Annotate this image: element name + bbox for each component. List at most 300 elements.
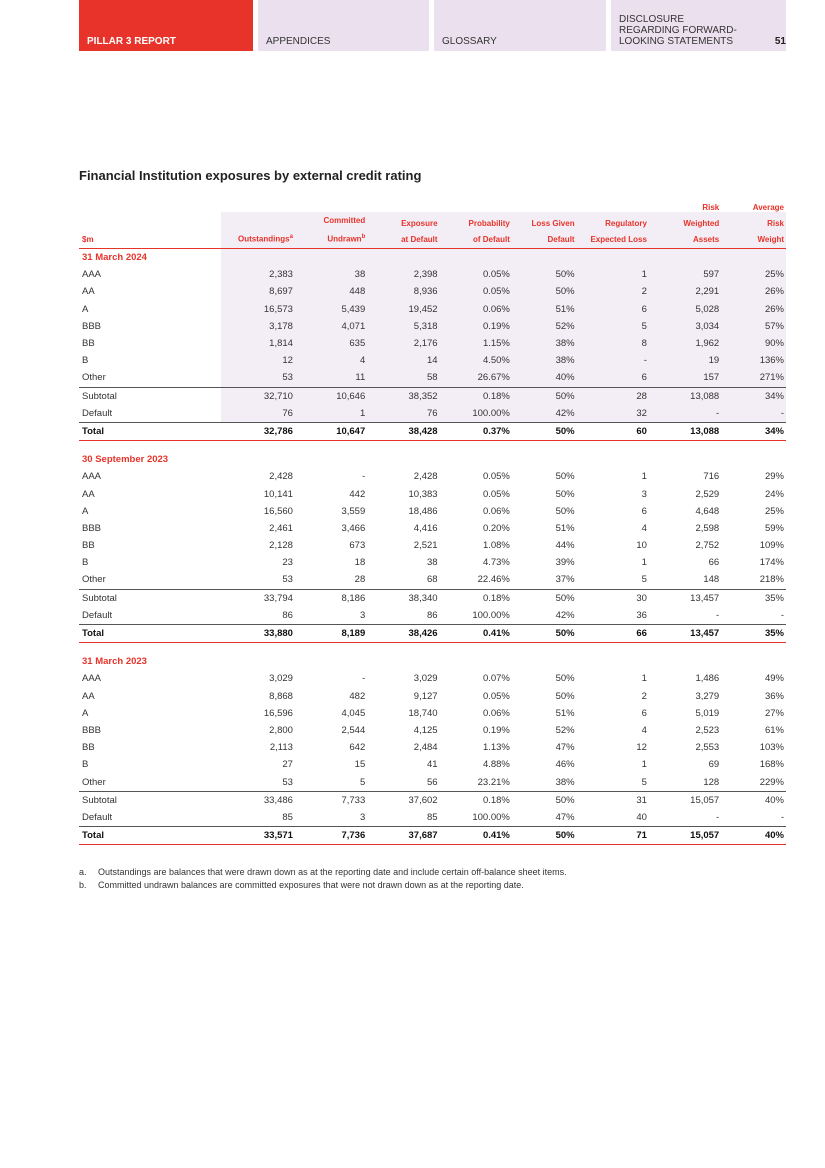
cell-loss-given-default: 50%	[512, 387, 577, 405]
cell-rating: Total	[79, 827, 223, 845]
cell-regulatory-expected-loss: 28	[577, 387, 649, 405]
cell-regulatory-expected-loss: 66	[577, 624, 649, 642]
cell-rating: AA	[82, 286, 95, 298]
tab-glossary[interactable]	[434, 0, 606, 51]
total-row	[79, 422, 786, 440]
cell-probability-of-default: 0.05%	[482, 286, 510, 298]
cell-loss-given-default: 52%	[555, 320, 575, 332]
cell-regulatory-expected-loss: 1	[641, 269, 647, 281]
header-average-risk-weight: Average Risk Weight	[721, 200, 786, 249]
cell-outstandings: 33,880	[223, 624, 295, 642]
cell-exposure-at-default: 86	[426, 609, 438, 621]
section-spacer	[79, 441, 786, 452]
cell-probability-of-default: 0.41%	[440, 827, 512, 845]
cell-average-risk-weight: 90%	[764, 338, 784, 350]
cell-exposure-at-default: 85	[426, 811, 438, 823]
cell-exposure-at-default: 19,452	[408, 303, 438, 315]
cell-rating: Total	[79, 422, 223, 440]
cell-risk-weighted-assets: 3,279	[695, 690, 720, 702]
section-label: 31 March 2024	[82, 252, 147, 264]
cell-probability-of-default: 4.73%	[482, 557, 510, 569]
table-row	[79, 266, 786, 283]
cell-average-risk-weight: 271%	[759, 372, 784, 384]
cell-regulatory-expected-loss: 4	[641, 724, 647, 736]
subtotal-row	[79, 387, 786, 405]
cell-risk-weighted-assets: 2,553	[695, 742, 720, 754]
table-body	[79, 249, 786, 845]
cell-rating: A	[82, 707, 89, 719]
cell-risk-weighted-assets: 13,457	[649, 589, 721, 607]
cell-regulatory-expected-loss: -	[643, 355, 647, 367]
cell-regulatory-expected-loss: 30	[577, 589, 649, 607]
cell-loss-given-default: 42%	[555, 609, 575, 621]
cell-committed-undrawn: 5	[359, 776, 366, 788]
cell-regulatory-expected-loss: 71	[577, 827, 649, 845]
cell-risk-weighted-assets: 1,486	[695, 673, 720, 685]
default-row	[79, 607, 786, 625]
cell-risk-weighted-assets: 3,034	[695, 320, 720, 332]
cell-loss-given-default: 46%	[555, 759, 575, 771]
cell-rating: AA	[82, 488, 95, 500]
cell-committed-undrawn: 635	[349, 338, 366, 350]
cell-committed-undrawn: 3,559	[341, 505, 366, 517]
table-row	[79, 318, 786, 335]
cell-committed-undrawn: 3	[359, 609, 366, 621]
footnotes	[79, 866, 786, 892]
cell-committed-undrawn: 5,439	[341, 303, 366, 315]
cell-regulatory-expected-loss: 10	[636, 540, 647, 552]
cell-probability-of-default: 4.50%	[482, 355, 510, 367]
cell-exposure-at-default: 14	[426, 355, 438, 367]
cell-average-risk-weight: 49%	[764, 673, 784, 685]
tab-label: GLOSSARY	[442, 36, 497, 47]
cell-loss-given-default: 38%	[555, 355, 575, 367]
cell-committed-undrawn: 15	[354, 759, 366, 771]
cell-committed-undrawn: -	[362, 673, 366, 685]
cell-exposure-at-default: 68	[426, 574, 438, 586]
footnote-a: a. Outstandings are balances that were drawn down as at the reporting date and include certain off-balance sheet items.	[79, 867, 567, 877]
top-navigation	[79, 0, 786, 51]
cell-average-risk-weight: -	[780, 811, 784, 823]
cell-loss-given-default: 44%	[555, 540, 575, 552]
cell-probability-of-default: 0.18%	[440, 387, 512, 405]
section-heading	[79, 451, 786, 468]
cell-committed-undrawn: 8,189	[295, 624, 367, 642]
tab-pillar-3-report[interactable]	[79, 0, 253, 51]
cell-exposure-at-default: 18,740	[408, 707, 438, 719]
cell-committed-undrawn: 4	[359, 355, 366, 367]
cell-outstandings: 53	[282, 776, 293, 788]
cell-loss-given-default: 50%	[555, 286, 575, 298]
subtotal-row	[79, 589, 786, 607]
cell-average-risk-weight: 109%	[759, 540, 784, 552]
cell-average-risk-weight: 26%	[764, 303, 784, 315]
header-exposure-at-default: Exposure at Default	[367, 200, 439, 249]
cell-committed-undrawn: 482	[349, 690, 366, 702]
cell-committed-undrawn: 2,544	[341, 724, 366, 736]
tab-appendices[interactable]	[258, 0, 429, 51]
cell-exposure-at-default: 58	[426, 372, 438, 384]
cell-exposure-at-default: 9,127	[413, 690, 438, 702]
cell-exposure-at-default: 10,383	[408, 488, 438, 500]
cell-outstandings: 10,141	[263, 488, 293, 500]
cell-exposure-at-default: 38,352	[367, 387, 439, 405]
cell-regulatory-expected-loss: 1	[641, 471, 647, 483]
cell-outstandings: 33,571	[223, 827, 295, 845]
cell-outstandings: 32,710	[223, 387, 295, 405]
cell-outstandings: 3,178	[269, 320, 293, 332]
cell-average-risk-weight: 36%	[764, 690, 784, 702]
table-row	[79, 739, 786, 756]
table-row	[79, 301, 786, 318]
cell-exposure-at-default: 18,486	[408, 505, 438, 517]
cell-outstandings: 27	[282, 759, 293, 771]
cell-average-risk-weight: 174%	[759, 557, 784, 569]
cell-committed-undrawn: 11	[355, 372, 366, 384]
cell-outstandings: 53	[282, 574, 293, 586]
table-row	[79, 485, 786, 502]
cell-exposure-at-default: 41	[426, 759, 438, 771]
cell-committed-undrawn: 4,071	[341, 320, 366, 332]
cell-committed-undrawn: 7,736	[295, 827, 367, 845]
cell-exposure-at-default: 76	[426, 407, 438, 419]
header-risk-weighted-assets: Risk Weighted Assets	[649, 200, 721, 249]
cell-outstandings: 12	[282, 355, 293, 367]
cell-regulatory-expected-loss: 12	[636, 742, 647, 754]
cell-risk-weighted-assets: -	[716, 407, 720, 419]
table-row	[79, 520, 786, 537]
cell-probability-of-default: 1.15%	[482, 338, 510, 350]
header-outstandings: Outstandings$^a$	[223, 200, 295, 249]
cell-rating: Subtotal	[79, 791, 223, 809]
header-unit: $m	[79, 200, 223, 249]
cell-risk-weighted-assets: 5,019	[695, 707, 720, 719]
default-row	[79, 405, 786, 423]
cell-rating: AAA	[82, 673, 102, 685]
cell-committed-undrawn: 1	[359, 407, 366, 419]
cell-average-risk-weight: 136%	[759, 355, 784, 367]
cell-regulatory-expected-loss: 1	[641, 759, 647, 771]
cell-risk-weighted-assets: 19	[708, 355, 720, 367]
cell-risk-weighted-assets: 2,598	[695, 522, 720, 534]
cell-average-risk-weight: 35%	[721, 624, 786, 642]
cell-loss-given-default: 39%	[555, 557, 575, 569]
cell-committed-undrawn: 18	[354, 557, 366, 569]
cell-committed-undrawn: 673	[349, 540, 366, 552]
table-row	[79, 468, 786, 485]
cell-risk-weighted-assets: 4,648	[695, 505, 720, 517]
cell-exposure-at-default: 37,602	[367, 791, 439, 809]
cell-loss-given-default: 38%	[555, 776, 575, 788]
cell-loss-given-default: 47%	[555, 811, 575, 823]
cell-probability-of-default: 0.07%	[482, 673, 510, 685]
cell-regulatory-expected-loss: 60	[577, 422, 649, 440]
cell-exposure-at-default: 38,340	[367, 589, 439, 607]
cell-probability-of-default: 0.05%	[482, 269, 510, 281]
cell-rating: AA	[82, 690, 95, 702]
cell-regulatory-expected-loss: 1	[641, 673, 647, 685]
cell-loss-given-default: 51%	[555, 707, 575, 719]
cell-rating: Total	[79, 624, 223, 642]
header-row	[79, 200, 786, 249]
cell-average-risk-weight: 34%	[721, 422, 786, 440]
cell-committed-undrawn: 38	[354, 269, 366, 281]
cell-risk-weighted-assets: 2,529	[695, 488, 720, 500]
cell-rating: Other	[82, 372, 106, 384]
cell-probability-of-default: 100.00%	[472, 811, 510, 823]
cell-probability-of-default: 4.88%	[482, 759, 510, 771]
cell-risk-weighted-assets: 13,457	[649, 624, 721, 642]
cell-exposure-at-default: 2,176	[413, 338, 438, 350]
cell-loss-given-default: 50%	[555, 471, 575, 483]
cell-outstandings: 33,486	[223, 791, 295, 809]
cell-probability-of-default: 0.18%	[440, 589, 512, 607]
cell-loss-given-default: 37%	[555, 574, 575, 586]
cell-risk-weighted-assets: 157	[703, 372, 720, 384]
table-row	[79, 705, 786, 722]
cell-regulatory-expected-loss: 6	[641, 505, 647, 517]
table-row	[79, 688, 786, 705]
cell-regulatory-expected-loss: 31	[577, 791, 649, 809]
subtotal-row	[79, 791, 786, 809]
cell-rating: AAA	[82, 471, 102, 483]
cell-rating: Other	[82, 574, 106, 586]
tab-label: APPENDICES	[266, 36, 331, 47]
cell-outstandings: 85	[282, 811, 293, 823]
cell-rating: B	[82, 759, 89, 771]
header-probability-of-default: Probability of Default	[440, 200, 512, 249]
cell-risk-weighted-assets: 2,752	[695, 540, 720, 552]
cell-risk-weighted-assets: 716	[703, 471, 720, 483]
cell-risk-weighted-assets: 66	[708, 557, 720, 569]
cell-exposure-at-default: 2,521	[413, 540, 438, 552]
cell-average-risk-weight: 57%	[764, 320, 784, 332]
total-row	[79, 827, 786, 845]
cell-regulatory-expected-loss: 5	[641, 320, 647, 332]
cell-risk-weighted-assets: 2,523	[695, 724, 720, 736]
cell-average-risk-weight: 34%	[721, 387, 786, 405]
cell-exposure-at-default: 38,426	[367, 624, 439, 642]
exposures-table	[79, 200, 786, 845]
cell-loss-given-default: 50%	[512, 422, 577, 440]
table-title: Financial Institution exposures by external credit rating	[79, 168, 422, 183]
cell-loss-given-default: 38%	[555, 338, 575, 350]
cell-exposure-at-default: 5,318	[413, 320, 438, 332]
cell-rating: BBB	[82, 522, 102, 534]
cell-outstandings: 23	[282, 557, 293, 569]
header-loss-given-default: Loss Given Default	[512, 200, 577, 249]
cell-regulatory-expected-loss: 40	[636, 811, 647, 823]
cell-exposure-at-default: 38,428	[367, 422, 439, 440]
cell-loss-given-default: 50%	[555, 505, 575, 517]
cell-average-risk-weight: 40%	[721, 827, 786, 845]
cell-probability-of-default: 100.00%	[472, 407, 510, 419]
table-row	[79, 571, 786, 589]
cell-outstandings: 2,800	[269, 724, 293, 736]
cell-committed-undrawn: 642	[349, 742, 366, 754]
cell-risk-weighted-assets: 1,962	[695, 338, 720, 350]
cell-rating: Default	[82, 811, 113, 823]
header-committed-undrawn: Committed Undrawn$^b$	[295, 200, 367, 249]
cell-committed-undrawn: 10,647	[295, 422, 367, 440]
footnote-b: b. Committed undrawn balances are committed exposures that were not drawn down as at the reporting date.	[79, 880, 524, 890]
cell-probability-of-default: 22.46%	[477, 574, 510, 586]
cell-rating: B	[82, 557, 89, 569]
cell-committed-undrawn: 448	[349, 286, 366, 298]
cell-loss-given-default: 42%	[555, 407, 575, 419]
cell-average-risk-weight: 229%	[759, 776, 784, 788]
cell-average-risk-weight: 168%	[759, 759, 784, 771]
cell-exposure-at-default: 37,687	[367, 827, 439, 845]
cell-risk-weighted-assets: 69	[708, 759, 720, 771]
cell-average-risk-weight: 25%	[764, 505, 784, 517]
section-label: 30 September 2023	[82, 454, 169, 466]
total-row	[79, 624, 786, 642]
cell-probability-of-default: 26.67%	[477, 372, 510, 384]
tab-label: PILLAR 3 REPORT	[87, 36, 176, 47]
cell-outstandings: 1,814	[269, 338, 293, 350]
cell-loss-given-default: 40%	[555, 372, 575, 384]
cell-probability-of-default: 0.05%	[482, 471, 510, 483]
cell-probability-of-default: 0.37%	[440, 422, 512, 440]
cell-probability-of-default: 1.13%	[482, 742, 510, 754]
cell-regulatory-expected-loss: 2	[641, 286, 647, 298]
cell-average-risk-weight: 26%	[764, 286, 784, 298]
cell-average-risk-weight: 103%	[759, 742, 784, 754]
cell-probability-of-default: 0.06%	[482, 303, 510, 315]
cell-average-risk-weight: 218%	[759, 574, 784, 586]
cell-average-risk-weight: 61%	[764, 724, 784, 736]
cell-probability-of-default: 1.08%	[482, 540, 510, 552]
cell-loss-given-default: 51%	[555, 303, 575, 315]
cell-probability-of-default: 0.05%	[482, 690, 510, 702]
cell-loss-given-default: 52%	[555, 724, 575, 736]
cell-risk-weighted-assets: 128	[703, 776, 720, 788]
cell-regulatory-expected-loss: 6	[641, 303, 647, 315]
tab-disclosure-forward-looking[interactable]	[611, 0, 786, 51]
section-heading	[79, 653, 786, 670]
cell-exposure-at-default: 56	[426, 776, 438, 788]
cell-loss-given-default: 51%	[555, 522, 575, 534]
cell-risk-weighted-assets: -	[716, 609, 720, 621]
cell-outstandings: 2,383	[269, 269, 293, 281]
section-heading	[79, 249, 786, 267]
cell-rating: BBB	[82, 724, 102, 736]
cell-rating: BB	[82, 338, 95, 350]
cell-probability-of-default: 0.06%	[482, 707, 510, 719]
table-row	[79, 335, 786, 352]
cell-average-risk-weight: -	[780, 407, 784, 419]
table-row	[79, 722, 786, 739]
cell-probability-of-default: 23.21%	[477, 776, 510, 788]
table-row	[79, 670, 786, 687]
cell-loss-given-default: 50%	[512, 791, 577, 809]
header-regulatory-expected-loss: Regulatory Expected Loss	[577, 200, 649, 249]
cell-exposure-at-default: 2,398	[413, 269, 438, 281]
cell-outstandings: 33,794	[223, 589, 295, 607]
page-number: 51	[774, 36, 786, 47]
cell-risk-weighted-assets: 15,057	[649, 791, 721, 809]
cell-rating: Other	[82, 776, 106, 788]
cell-exposure-at-default: 4,416	[413, 522, 438, 534]
cell-average-risk-weight: 24%	[764, 488, 784, 500]
cell-regulatory-expected-loss: 5	[641, 574, 647, 586]
cell-outstandings: 16,560	[263, 505, 293, 517]
cell-risk-weighted-assets: 2,291	[695, 286, 720, 298]
cell-risk-weighted-assets: 597	[703, 269, 720, 281]
cell-rating: Subtotal	[79, 589, 223, 607]
table-row	[79, 369, 786, 387]
cell-rating: BB	[82, 742, 95, 754]
cell-average-risk-weight: 59%	[764, 522, 784, 534]
cell-loss-given-default: 50%	[555, 673, 575, 685]
cell-outstandings: 16,596	[263, 707, 293, 719]
cell-outstandings: 8,868	[269, 690, 293, 702]
cell-probability-of-default: 0.20%	[482, 522, 510, 534]
cell-loss-given-default: 50%	[512, 589, 577, 607]
cell-exposure-at-default: 4,125	[413, 724, 438, 736]
cell-outstandings: 53	[282, 372, 293, 384]
section-label: 31 March 2023	[82, 656, 147, 668]
cell-outstandings: 16,573	[263, 303, 293, 315]
cell-regulatory-expected-loss: 36	[636, 609, 647, 621]
cell-probability-of-default: 0.19%	[482, 320, 510, 332]
cell-regulatory-expected-loss: 4	[641, 522, 647, 534]
cell-committed-undrawn: -	[362, 471, 366, 483]
cell-exposure-at-default: 2,428	[413, 471, 438, 483]
cell-outstandings: 2,461	[269, 522, 293, 534]
cell-probability-of-default: 0.19%	[482, 724, 510, 736]
cell-committed-undrawn: 7,733	[295, 791, 367, 809]
cell-average-risk-weight: 25%	[764, 269, 784, 281]
cell-loss-given-default: 50%	[555, 690, 575, 702]
cell-rating: Subtotal	[79, 387, 223, 405]
cell-probability-of-default: 0.05%	[482, 488, 510, 500]
cell-loss-given-default: 50%	[512, 624, 577, 642]
cell-average-risk-weight: 35%	[721, 589, 786, 607]
table-row	[79, 554, 786, 571]
cell-outstandings: 32,786	[223, 422, 295, 440]
cell-rating: Default	[82, 609, 113, 621]
cell-rating: A	[82, 505, 89, 517]
cell-outstandings: 2,128	[269, 540, 293, 552]
cell-risk-weighted-assets: -	[716, 811, 720, 823]
cell-risk-weighted-assets: 13,088	[649, 422, 721, 440]
cell-regulatory-expected-loss: 32	[636, 407, 647, 419]
cell-risk-weighted-assets: 13,088	[649, 387, 721, 405]
cell-loss-given-default: 50%	[512, 827, 577, 845]
cell-probability-of-default: 100.00%	[472, 609, 510, 621]
cell-rating: BB	[82, 540, 95, 552]
cell-regulatory-expected-loss: 6	[641, 372, 647, 384]
cell-loss-given-default: 50%	[555, 488, 575, 500]
cell-average-risk-weight: 40%	[721, 791, 786, 809]
section-spacer	[79, 643, 786, 654]
cell-probability-of-default: 0.06%	[482, 505, 510, 517]
cell-exposure-at-default: 2,484	[413, 742, 438, 754]
cell-average-risk-weight: -	[780, 609, 784, 621]
cell-loss-given-default: 50%	[555, 269, 575, 281]
cell-outstandings: 8,697	[269, 286, 293, 298]
cell-exposure-at-default: 38	[426, 557, 438, 569]
cell-regulatory-expected-loss: 2	[641, 690, 647, 702]
cell-average-risk-weight: 27%	[764, 707, 784, 719]
table-row	[79, 773, 786, 791]
cell-outstandings: 2,113	[269, 742, 293, 754]
cell-probability-of-default: 0.18%	[440, 791, 512, 809]
table-row	[79, 352, 786, 369]
cell-regulatory-expected-loss: 6	[641, 707, 647, 719]
